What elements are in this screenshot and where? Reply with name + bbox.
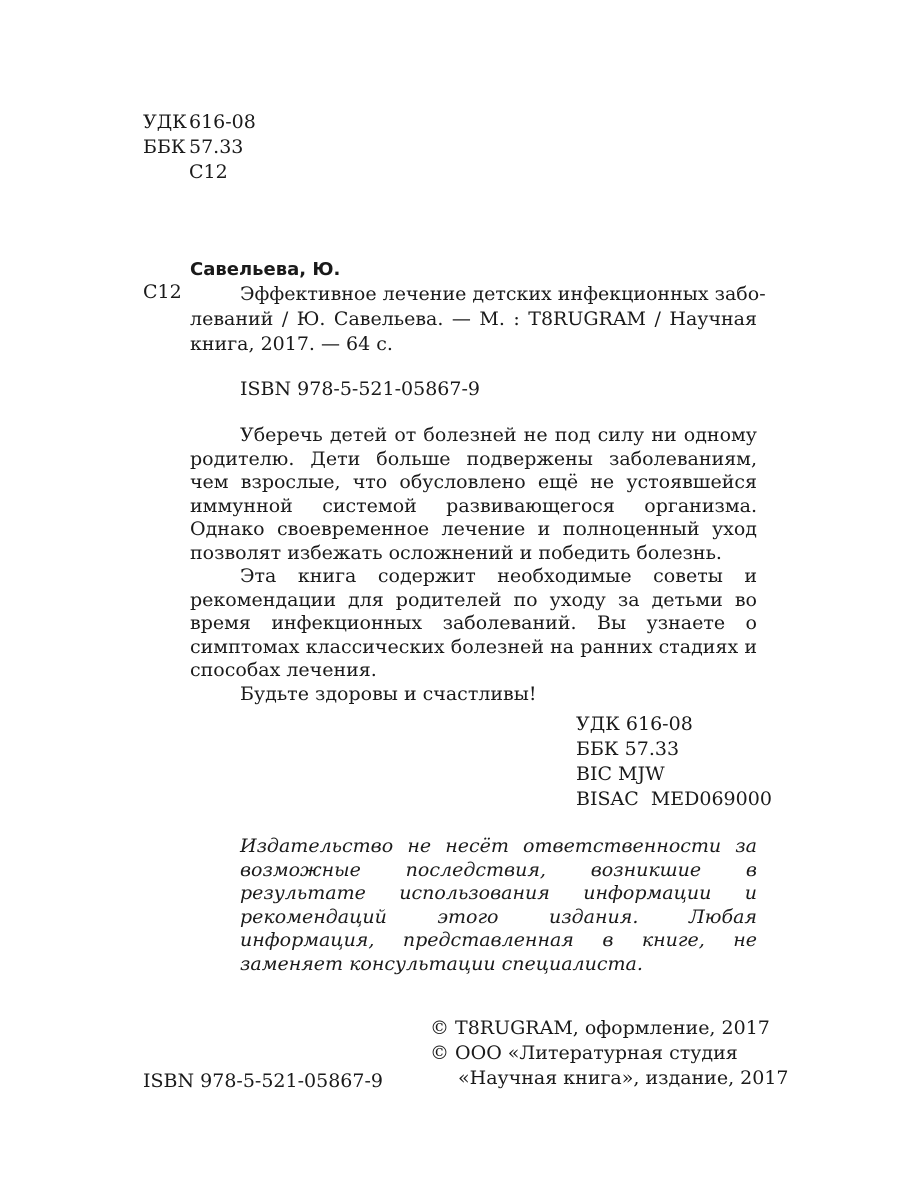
author-mark-top: С12 xyxy=(189,161,228,183)
annotation xyxy=(190,424,757,706)
udk-code: УДК 616-08 xyxy=(576,713,693,735)
disclaimer: Издательство не несёт ответственности за возможные последствия, возникшие в результате использования информации и рекомендаций этого издания. Любая информация, представленная в книге, не заменяет консультации специалиста. xyxy=(240,835,757,975)
udk-row xyxy=(143,110,256,135)
author-mark: С12 xyxy=(143,281,182,303)
isbn-bottom: ISBN 978-5-521-05867-9 xyxy=(143,1070,383,1092)
bbk-label: ББК xyxy=(143,136,186,158)
bibliographic-record xyxy=(190,257,766,357)
copyright-line-3: «Научная книга», издание, 2017 xyxy=(458,1067,789,1089)
bbk-code: ББК 57.33 xyxy=(576,738,680,760)
copyright-line-1: © T8RUGRAM, оформление, 2017 xyxy=(430,1017,770,1039)
annotation-paragraph-1: Уберечь детей от болезней не под силу ни одному родителю. Дети больше подвержены заболеваниям, чем взрослые, что обусловлено ещё не устоявшейся иммунной системой развивающегося организма. Однако своевременное лечение и полноценный уход позволят избежать осложнений и победить болезнь. xyxy=(190,424,757,564)
author-name: Савельева, Ю. xyxy=(190,259,341,280)
author-mark-row xyxy=(143,160,256,185)
copyright-line-2: © ООО «Литературная студия xyxy=(430,1042,738,1064)
isbn-record: ISBN 978-5-521-05867-9 xyxy=(240,378,480,400)
record-line-1: Эффективное лечение детских инфекционных забо- xyxy=(240,283,766,305)
bisac-code: BISAC MED069000 xyxy=(576,788,772,810)
bbk-row xyxy=(143,135,256,160)
bic-code: BIC MJW xyxy=(576,763,665,785)
classification-block-top xyxy=(143,110,256,185)
copyright-block xyxy=(430,1016,789,1091)
bbk-value: 57.33 xyxy=(189,136,244,158)
annotation-paragraph-2: Эта книга содержит необходимые советы и рекомендации для родителей по уходу за детьми во время инфекционных заболеваний. Вы узнаете о симптомах классических болезней на ранних стадиях и способах лечения. xyxy=(190,565,757,681)
record-line-3: книга, 2017. — 64 с. xyxy=(190,333,393,355)
udk-label: УДК xyxy=(143,111,187,133)
udk-value: 616-08 xyxy=(189,111,256,133)
record-line-2: леваний / Ю. Савельева. — М. : T8RUGRAM / Научная xyxy=(190,308,757,330)
classification-block-right xyxy=(576,712,772,812)
annotation-paragraph-3: Будьте здоровы и счастливы! xyxy=(240,682,537,705)
